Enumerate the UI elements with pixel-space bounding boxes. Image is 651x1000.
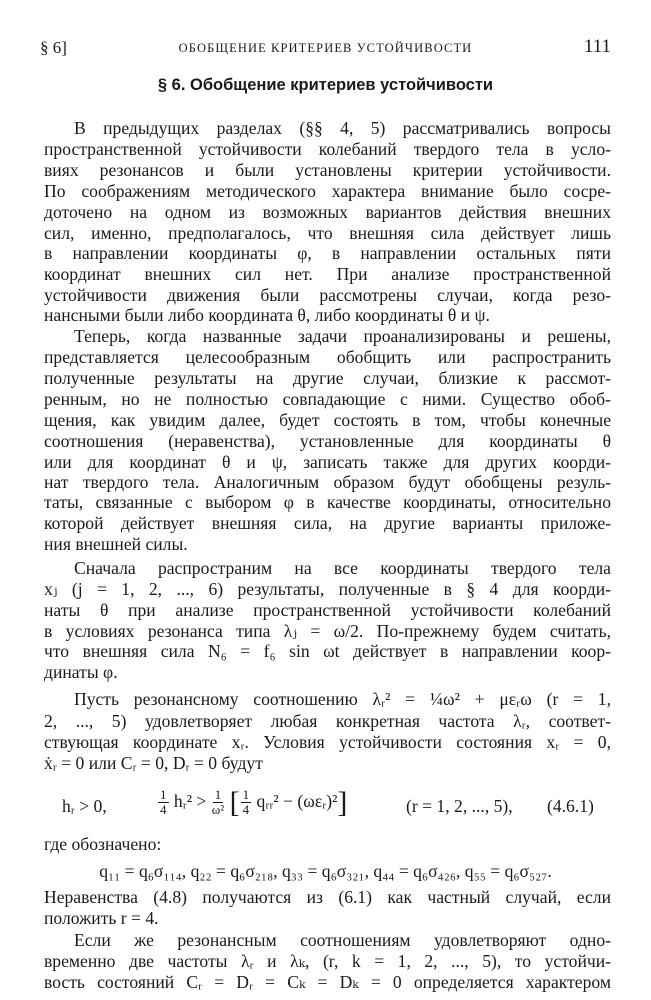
text-line: Теперь, когда названные задачи проанализированы и решены, — [74, 326, 611, 347]
text-line: 2, ..., 5) удовлетворяет любая конкретная частота λᵣ, соответ- — [44, 711, 611, 732]
formula-inequality: $\frac{1}{4}$ hᵣ² > $\frac{1}{\text{ω²}}$ [ $\frac{1}{4}$ qᵣᵣ² − (ωεᵣ)²] — [160, 785, 348, 819]
text-line: ẋᵣ = 0 или Cᵣ = 0, Dᵣ = 0 будут — [44, 753, 263, 774]
text-line: пространственной устойчивости колебаний твердого тела в усло- — [44, 138, 611, 159]
equation-number: (4.6.1) — [547, 795, 594, 816]
text-line: Сначала распространим на все координаты твердого тела — [74, 557, 611, 578]
formula-4-6-1 — [44, 784, 611, 834]
text-line: ренным, но не полностью совпадающие с ними. Существо обоб- — [44, 388, 611, 409]
fraction: $\frac{1}{\text{ω²}}$ — [211, 787, 225, 818]
text-line: в направлении координаты φ, в направлении остальных пяти — [44, 243, 611, 264]
text-line: координат внешних сил нет. При анализе пространственной — [44, 264, 611, 285]
text-line: наты θ при анализе пространственной устойчивости колебаний — [44, 599, 611, 620]
formula-definitions: q₁₁ = q₆σ₁₁₄, q₂₂ = q₆σ₂₁₈, q₃₃ = q₆σ₃₂₁, q₄₄ = q₆σ₄₂₆, q₅₅ = q₆σ₅₂₇. — [99, 861, 552, 882]
text-line: где обозначено: — [44, 834, 162, 855]
text-line: динаты φ. — [44, 662, 118, 683]
text-line: что внешняя сила N₆ = f₆ sin ωt действует в направлении коор- — [44, 641, 611, 662]
text-line: По соображениям методического характера внимание было сосре- — [44, 180, 611, 201]
text-line: Пусть резонансному соотношению λᵣ² = ¼ω² + μεᵣω (r = 1, — [74, 688, 611, 709]
text-line: таты, связанные с выбором φ в качестве координаты, относительно — [44, 492, 611, 513]
text-line: представляется целесообразным обобщить или распространить — [44, 347, 611, 367]
section-ref: § 6] — [40, 38, 67, 57]
text-line: устойчивости движения были рассмотрены случаи, когда резо- — [44, 285, 611, 306]
text-line: ствующая координате xᵣ. Условия устойчивости состояния xᵣ = 0, — [44, 732, 611, 753]
formula-range: (r = 1, 2, ..., 5), — [406, 795, 513, 816]
text-line: xⱼ (j = 1, 2, ..., 6) результаты, полученные в § 4 для коорди- — [44, 578, 611, 599]
text-line: В предыдущих разделах (§§ 4, 5) рассматривались вопросы — [74, 118, 611, 138]
formula-condition-h: hᵣ > 0, — [62, 795, 107, 816]
text-line: виях резонансов и были установлены критерии устойчивости. — [44, 159, 611, 180]
text-line: полученные результаты на другие случаи, близкие к рассмот- — [44, 367, 611, 388]
text-line: ния внешней силы. — [44, 534, 188, 555]
text-line: щения, как увидим далее, будет состоять в том, чтобы конечные — [44, 409, 611, 430]
section-heading: § 6. Обобщение критериев устойчивости — [157, 76, 494, 94]
text-line: нансными были либо координата θ, либо координаты θ и ψ. — [44, 305, 490, 326]
text-line: временно две частоты λᵣ и λₖ, (r, k = 1, 2, ..., 5), то устойчи- — [44, 951, 611, 972]
text-line: сил, именно, предполагалось, что внешняя сила действует лишь — [44, 222, 611, 243]
text-line: соотношения (неравенства), установленные для координаты θ — [44, 430, 611, 451]
page-number: 111 — [583, 36, 611, 57]
text-line: которой действует внешняя сила, на другие варианты приложе- — [44, 513, 611, 534]
running-head — [40, 36, 611, 66]
text-line: или для координат θ и ψ, записать также для других коорди- — [44, 451, 611, 472]
text-line: Неравенства (4.8) получаются из (6.1) как частный случай, если — [44, 886, 611, 907]
fraction: $\frac{1}{4}$ — [242, 787, 250, 818]
text-line: положить r = 4. — [44, 907, 159, 928]
text-line: доточено на одном из возможных вариантов действия внешних — [44, 201, 611, 222]
text-line: нат твердого тела. Аналогичным образом будут обобщены резуль- — [44, 471, 611, 492]
text-line: в условиях резонанса типа λⱼ = ω/2. По-прежнему будем считать, — [44, 620, 611, 641]
text-line: вость состояний Cᵣ = Dᵣ = Cₖ = Dₖ = 0 определяется характером — [44, 972, 611, 993]
fraction: $\frac{1}{4}$ — [160, 787, 167, 818]
running-title: ОБОБЩЕНИЕ КРИТЕРИЕВ УСТОЙЧИВОСТИ — [178, 41, 473, 55]
text-line: Если же резонансным соотношениям удовлетворяют одно- — [74, 930, 611, 951]
